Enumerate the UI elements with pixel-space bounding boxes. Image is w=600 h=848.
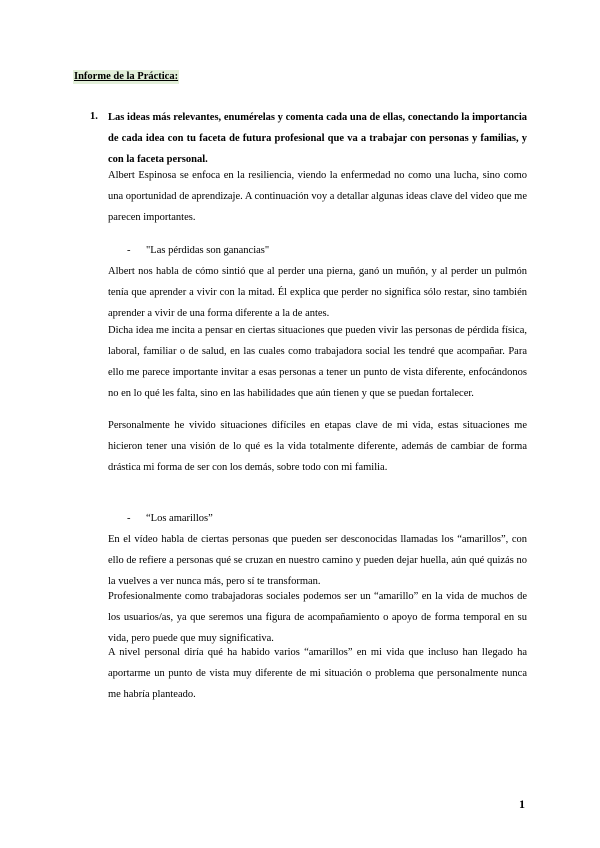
- idea1-bullet: -: [127, 245, 131, 256]
- idea2-paragraph-1: En el vídeo habla de ciertas personas que pueden ser desconocidas llamadas los “amarillos”, con ello de refiere a personas qué se cruzan en nuestro camino y pueden dejar huella, aún qué quizás no la vuelves a ver nunca más, pero sí te transforman.: [108, 534, 527, 587]
- idea1-title: "Las pérdidas son ganancias": [146, 245, 270, 256]
- question-text: Las ideas más relevantes, enumérelas y comenta cada una de ellas, conectando la importancia de cada idea con tu faceta de futura profesional que va a trabajar con personas y familias, y con la faceta personal.: [108, 112, 527, 165]
- page-number: 1: [519, 797, 525, 811]
- question-number: 1.: [90, 111, 98, 122]
- idea1-paragraph-1: Albert nos habla de cómo sintió que al perder una pierna, ganó un muñón, y al perder un pulmón tenía que aprender a vivir con la mitad. Él explica que perder no significa sólo restar, sino también aprender a vivir de una forma diferente a la de antes.: [108, 266, 527, 319]
- intro-paragraph: Albert Espinosa se enfoca en la resiliencia, viendo la enfermedad no como una lucha, sino como una oportunidad de aprendizaje. A continuación voy a detallar algunas ideas clave del video que me parecen importantes.: [108, 170, 527, 223]
- idea2-bullet: -: [127, 513, 131, 524]
- idea1-paragraph-3: Personalmente he vivido situaciones difíciles en etapas clave de mi vida, estas situaciones me hicieron tener una visión de lo qué es la vida totalmente diferente, además de cambiar de forma drástica mi forma de ser con los demás, sobre todo con mi familia.: [108, 420, 527, 473]
- idea2-title: “Los amarillos”: [146, 513, 213, 524]
- idea2-paragraph-2: Profesionalmente como trabajadoras sociales podemos ser un “amarillo” en la vida de muchos de los usuarios/as, ya que seremos una figura de acompañamiento o apoyo de forma temporal en su vida, pero puede que muy significativa.: [108, 591, 527, 644]
- idea2-paragraph-3: A nivel personal diría qué ha habido varios “amarillos” en mi vida que incluso han llegado ha aportarme un punto de vista muy diferente de mi situación o problema que personalmente nunca me habría planteado.: [108, 647, 527, 700]
- report-heading: Informe de la Práctica:: [74, 71, 179, 82]
- idea1-paragraph-2: Dicha idea me incita a pensar en ciertas situaciones que pueden vivir las personas de pérdida física, laboral, familiar o de salud, en las cuales como trabajadora social les tendré que acompañar. Para ello me parece importante invitar a esas personas a tener un punto de vista diferente, enfocándonos no en lo qué les falta, sino en las habilidades que aún tienen y que se puedan fortalecer.: [108, 325, 527, 399]
